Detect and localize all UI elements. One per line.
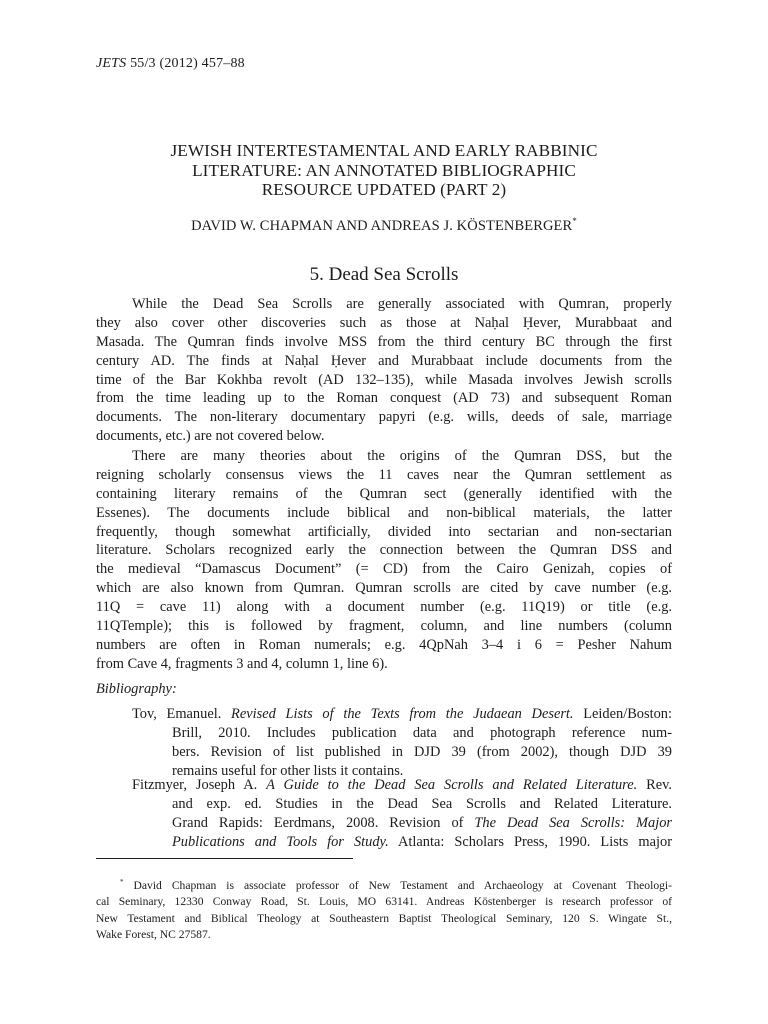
title-line: LITERATURE: AN ANNOTATED BIBLIOGRAPHIC xyxy=(192,160,576,180)
text-line: from the time leading up to the Roman conquest (AD 73) and subsequent Roman xyxy=(96,390,672,407)
bib-line: remains useful for other lists it contains. xyxy=(172,762,404,779)
bib-title: Revised Lists of the Texts from the Judaean Desert. xyxy=(231,706,574,722)
footnote-line: New Testament and Biblical Theology at Southeastern Baptist Theological Seminary, 120 S. Wingate St., xyxy=(96,911,672,925)
article-authors xyxy=(96,218,672,235)
article-title xyxy=(96,141,672,200)
text-line: which are also known from Qumran. Qumran scrolls are cited by cave number (e.g. xyxy=(96,580,672,597)
bib-line xyxy=(132,833,672,852)
footnote-author-affiliations xyxy=(96,878,672,944)
paragraph-theories xyxy=(96,447,672,674)
footnote-divider xyxy=(96,858,353,859)
bib-author: Tov, Emanuel. xyxy=(132,706,232,722)
text-line: 11Q = cave 11) along with a document number (e.g. 11Q19) or title (e.g. xyxy=(96,599,672,616)
journal-citation: 55/3 (2012) 457–88 xyxy=(130,56,245,71)
bib-title: A Guide to the Dead Sea Scrolls and Related Literature. xyxy=(266,777,638,793)
text-line: the medieval “Damascus Document” (= CD) from the Cairo Genizah, copies of xyxy=(96,561,672,578)
bib-text: Rev. xyxy=(637,777,672,793)
bibliography-entry-fitzmyer xyxy=(132,776,672,852)
text-line: documents, etc.) are not covered below. xyxy=(96,428,325,445)
footnote-text: David Chapman is associate professor of New Testament and Archaeology at Covenant Theologi- xyxy=(133,879,672,892)
author-names: DAVID W. CHAPMAN AND ANDREAS J. KÖSTENBERGER xyxy=(191,218,573,234)
text-line: There are many theories about the origins of the Qumran DSS, but the xyxy=(132,448,672,464)
text-line: Masada. The Qumran finds involve MSS from the third century BC through the first xyxy=(96,333,672,350)
bib-line: bers. Revision of list published in DJD 39 (from 2002), though DJD 39 xyxy=(172,743,672,760)
text-line: numbers are often in Roman numerals; e.g. 4QpNah 3–4 i 6 = Pesher Nahum xyxy=(96,636,672,653)
bib-title: The Dead Sea Scrolls: Major xyxy=(474,814,672,831)
text-line: from Cave 4, fragments 3 and 4, column 1, line 6). xyxy=(96,655,388,672)
bib-line: Brill, 2010. Includes publication data and photograph reference num- xyxy=(172,724,672,741)
text-line: frequently, though somewhat artificially, divided into sectarian and non-sectarian xyxy=(96,523,672,540)
text-line: documents. The non-literary documentary papyri (e.g. wills, deeds of sale, marriage xyxy=(96,409,672,426)
bib-line xyxy=(132,776,672,795)
footnote-line: Wake Forest, NC 27587. xyxy=(96,928,211,942)
footnote-line xyxy=(96,878,672,894)
text-line: literature. Scholars recognized early the connection between the Qumran DSS and xyxy=(96,542,672,559)
bib-text: Atlanta: Scholars Press, 1990. Lists major xyxy=(388,833,672,850)
title-line: JEWISH INTERTESTAMENTAL AND EARLY RABBINIC xyxy=(170,141,598,160)
text-line: While the Dead Sea Scrolls are generally associated with Qumran, properly xyxy=(132,296,672,312)
bibliography-entry-tov xyxy=(132,705,672,781)
text-line: containing literary remains of the Qumran sect (generally identified with the xyxy=(96,485,672,502)
bib-line: and exp. ed. Studies in the Dead Sea Scrolls and Related Literature. xyxy=(172,795,672,812)
bib-text: Leiden/Boston: xyxy=(573,706,672,722)
journal-name: JETS xyxy=(96,56,127,71)
section-heading: 5. Dead Sea Scrolls xyxy=(309,264,459,285)
bibliography-label: Bibliography: xyxy=(96,681,177,697)
text-line: Essenes). The documents include biblical and non-biblical materials, the latter xyxy=(96,504,672,521)
text-line: 11QTemple); this is followed by fragment, column, and line numbers (column xyxy=(96,618,672,635)
author-note-marker: * xyxy=(572,216,577,227)
text-line: they also cover other discoveries such as those at Naḥal Ḥever, Murabbaat and xyxy=(96,314,672,331)
bib-line xyxy=(132,705,672,724)
running-head xyxy=(96,56,245,72)
bib-text: Grand Rapids: Eerdmans, 2008. Revision of xyxy=(172,814,475,831)
bib-line xyxy=(132,814,672,833)
text-line: time of the Bar Kokhba revolt (AD 132–135), while Masada involves Jewish scrolls xyxy=(96,371,672,388)
footnote-marker: * xyxy=(120,878,124,887)
paragraph-intro xyxy=(96,295,672,446)
text-line: reigning scholarly consensus views the 11 caves near the Qumran settlement as xyxy=(96,466,672,483)
bib-author: Fitzmyer, Joseph A. xyxy=(132,777,267,793)
text-line: century AD. The finds at Naḥal Ḥever and Murabbaat include documents from the xyxy=(96,352,672,369)
bib-title: Publications and Tools for Study. xyxy=(172,833,389,850)
footnote-line: cal Seminary, 12330 Conway Road, St. Louis, MO 63141. Andreas Köstenberger is research professor of xyxy=(96,895,672,909)
title-line: RESOURCE UPDATED (PART 2) xyxy=(261,180,507,199)
